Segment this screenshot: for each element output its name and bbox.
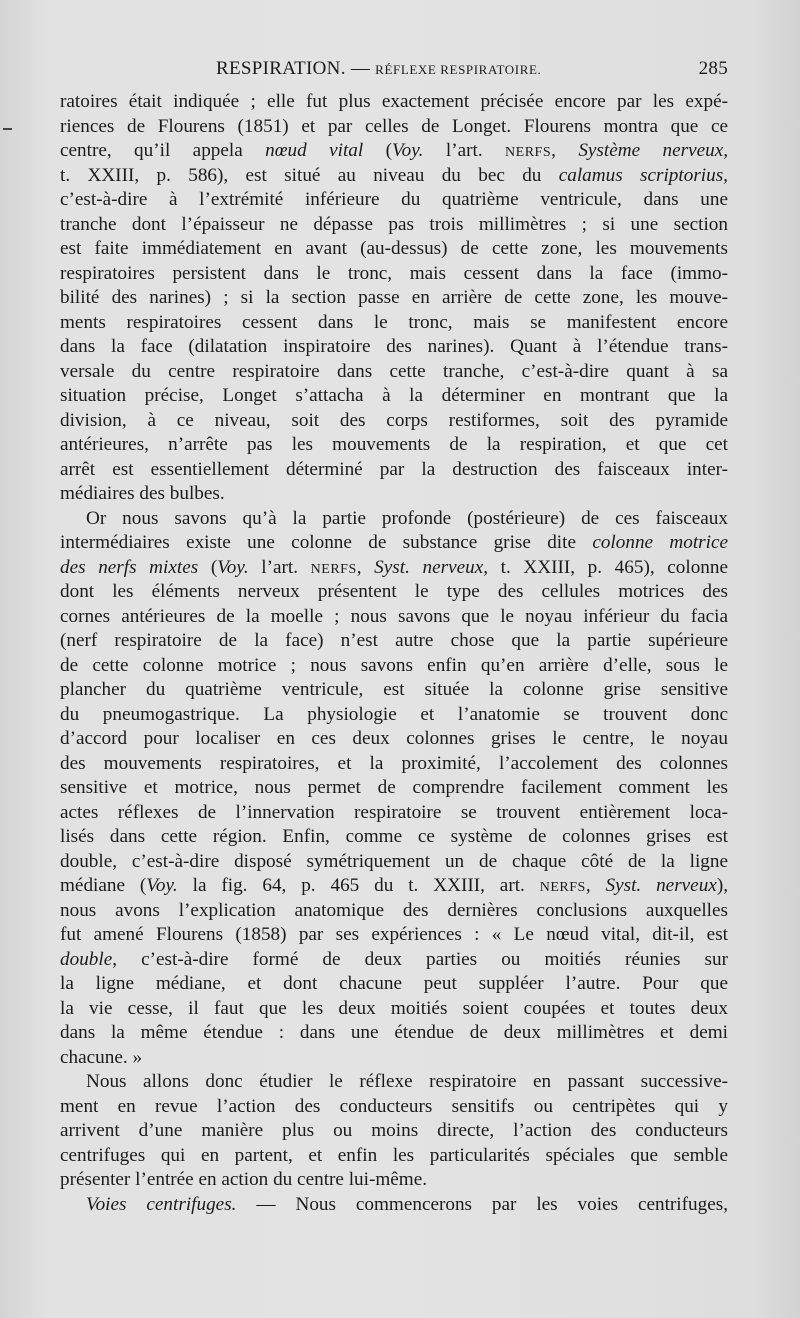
text-segment: versale du centre respiratoire dans cette tranche, c’est-à-dire quant à sa [60,360,728,382]
text-segment: chacune. » [60,1046,143,1068]
text-segment: médiaires des bulbes. [60,483,225,504]
text-segment: (nerf respiratoire de la face) n’est autre chose que la partie supérieure [60,630,728,651]
text-line [60,556,728,581]
text-segment: respiratoires persistent dans le tronc, mais cessent dans la face (immo- [60,262,728,284]
body-text [60,90,728,1217]
text-segment: la ligne médiane, et dont chacune peut suppléer l’autre. Pour que [60,973,728,994]
running-head-dash: — [345,58,376,79]
italic-text: des nerfs mixtes [60,556,199,578]
text-segment: , [585,875,606,896]
text-line [60,923,728,948]
page-header [60,58,728,82]
text-line [60,531,728,556]
text-segment: arrêt est essentiellement déterminé par la destruction des faisceaux inter- [60,458,728,480]
text-segment: — Nous commencerons par les voies centrifuges, [236,1193,728,1215]
text-line [60,1193,728,1218]
text-segment: centrifuges qui en partent, et enfin les particularités spéciales que semble [60,1144,728,1166]
text-segment: ratoires était indiquée ; elle fut plus exactement précisée encore par les expé- [60,91,728,112]
text-line [60,237,728,262]
text-segment: dont les éléments nerveux présentent le type des cellules motrices des [60,581,728,602]
text-segment: Or nous savons qu’à la partie profonde (postérieure) de ces faisceaux [86,507,728,529]
text-segment: la vie cesse, il faut que les deux moitiés soient coupées et toutes deux [60,997,728,1019]
text-segment: arrivent d’une manière plus ou moins directe, l’action des conducteurs [60,1120,728,1141]
text-segment: du pneumogastrique. La physiologie et l’anatomie se trouvent donc [60,703,728,725]
text-line [60,727,728,752]
text-line [60,1046,728,1071]
running-head-subtitle: RÉFLEXE RESPIRATOIRE. [375,62,542,77]
text-segment: des mouvements respiratoires, et la proximité, l’accolement des colonnes [60,752,728,774]
italic-text: calamus scriptorius, [558,164,728,186]
text-line [60,458,728,483]
text-line [60,801,728,826]
italic-text: Système nerveux, [578,140,728,161]
italic-text: Voy. [146,875,178,896]
text-segment: d’accord pour localiser en ces deux colonnes grises le centre, le noyau [60,728,728,749]
text-line [60,825,728,850]
text-segment: ment en revue l’action des conducteurs sensitifs ou centripètes qui y [60,1095,728,1117]
text-segment: l’art. [248,556,311,578]
text-line [60,997,728,1022]
italic-text: nœud vital [265,140,364,161]
text-line [60,1095,728,1120]
text-line [60,90,728,115]
text-line [60,1168,728,1193]
small-caps-text: NERFS [539,880,586,895]
text-line [60,1070,728,1095]
text-line [60,433,728,458]
text-segment: lisés dans cette région. Enfin, comme ce système de colonnes grises est [60,826,728,847]
text-segment: bilité des narines) ; si la section passe en arrière de cette zone, les mouve- [60,287,728,308]
text-line [60,139,728,164]
text-segment: cornes antérieures de la moelle ; nous savons que le noyau inférieur du facia [60,605,728,627]
text-segment: nous avons l’explication anatomique des dernières conclusions auxquelles [60,899,728,921]
small-caps-text: NERFS [310,561,357,577]
text-segment: , c’est-à-dire formé de deux parties ou moitiés réunies sur [112,948,728,970]
text-line [60,850,728,875]
text-line [60,262,728,287]
text-segment: dans la même étendue : dans une étendue de deux millimètres et demi [60,1022,728,1043]
text-segment: la fig. 64, p. 465 du t. XXIII, art. [177,875,540,896]
text-line [60,899,728,924]
text-segment: riences de Flourens (1851) et par celles de Longet. Flourens montra que ce [60,115,728,137]
text-segment: division, à ce niveau, soit des corps restiformes, soit des pyramide [60,409,728,431]
italic-text: double [60,948,113,970]
italic-text: colonne motrice [592,532,728,553]
text-segment: médiane ( [60,875,147,896]
text-segment: tranche dont l’épaisseur ne dépasse pas trois millimètres ; si une section [60,213,728,235]
page-number: 285 [698,58,728,79]
text-line [60,678,728,703]
text-segment: antérieures, n’arrête pas les mouvements de la respiration, et que cet [60,434,728,455]
text-line [60,286,728,311]
italic-text: Voy. [217,556,249,578]
text-line [60,776,728,801]
text-line [60,972,728,997]
running-head [216,58,541,80]
text-segment: situation précise, Longet s’attacha à la déterminer en montrant que la [60,385,728,406]
text-segment: fut amené Flourens (1858) par ses expériences : « Le nœud vital, dit-il, est [60,924,728,945]
text-line [60,654,728,679]
text-segment: présenter l’entrée en action du centre lui-même. [60,1169,428,1190]
italic-text: Voy. [392,140,424,161]
text-segment: intermédiaires existe une colonne de substance grise dite [60,532,593,553]
italic-text: Syst. nerveux [605,875,717,896]
text-segment: c’est-à-dire à l’extrémité inférieure du quatrième ventricule, dans une [60,189,728,210]
text-line [60,482,728,507]
text-segment: double, c’est-à-dire disposé symétriquement un de chaque côté de la ligne [60,850,728,872]
text-segment: ), [716,875,728,896]
text-line [60,164,728,189]
margin-mark [3,128,12,130]
text-segment: actes réflexes de l’innervation respiratoire se trouvent entièrement loca- [60,801,728,823]
text-line [60,507,728,532]
text-segment: ments respiratoires cessent dans le tronc, mais se manifestent encore [60,311,728,333]
text-segment: t. XXIII, p. 465), colonne [488,556,728,578]
text-segment: est faite immédiatement en avant (au-dessus) de cette zone, les mouvements [60,238,728,259]
text-line [60,115,728,140]
text-segment: Nous allons donc étudier le réflexe respiratoire en passant successive- [86,1071,728,1092]
text-line [60,311,728,336]
text-line [60,629,728,654]
text-line [60,335,728,360]
text-line [60,360,728,385]
text-segment: sensitive et motrice, nous permet de comprendre facilement comment les [60,777,728,798]
text-segment: ( [363,140,393,161]
text-line [60,213,728,238]
text-line [60,188,728,213]
text-segment: , [356,556,375,578]
text-segment: l’art. [423,140,506,161]
text-line [60,752,728,777]
text-segment: , [551,140,579,161]
text-segment: dans la face (dilatation inspiratoire des narines). Quant à l’étendue trans- [60,336,728,357]
text-line [60,874,728,899]
text-line [60,948,728,973]
text-line [60,1119,728,1144]
running-head-title: RESPIRATION. [216,58,346,79]
text-line [60,409,728,434]
italic-text: Syst. nerveux, [374,556,489,578]
text-line [60,605,728,630]
text-line [60,384,728,409]
text-line [60,580,728,605]
text-line [60,1021,728,1046]
text-line [60,703,728,728]
text-line [60,1144,728,1169]
text-segment: de cette colonne motrice ; nous savons enfin qu’en arrière d’elle, sous le [60,654,728,676]
italic-text: Voies centrifuges. [86,1193,237,1215]
text-segment: centre, qu’il appela [60,140,266,161]
text-segment: plancher du quatrième ventricule, est située la colonne grise sensitive [60,679,728,700]
text-segment: t. XXIII, p. 586), est situé au niveau du bec du [60,164,559,186]
text-segment: ( [198,556,218,578]
small-caps-text: NERFS [505,145,552,160]
